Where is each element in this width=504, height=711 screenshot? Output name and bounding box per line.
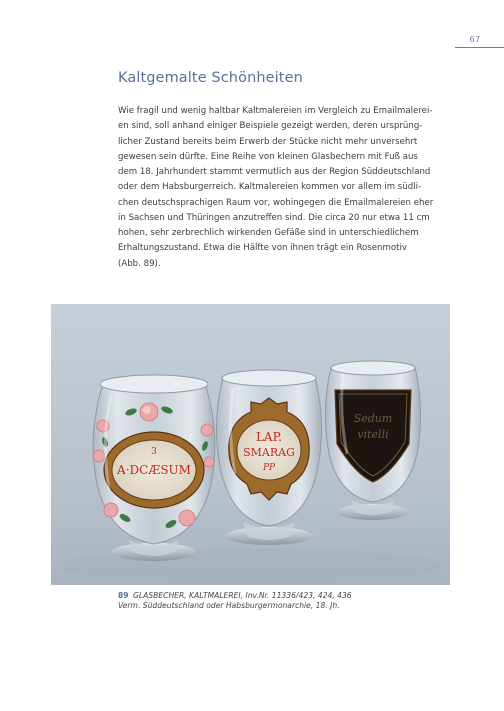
label-right-line1: Sedum: [353, 412, 393, 425]
body-line: gewesen sein dürfte. Eine Reihe von kleinen Glasbechern mit Fuß aus: [118, 151, 418, 162]
body-paragraph: [118, 104, 453, 272]
figure-number: 89: [118, 591, 129, 600]
label-left-mark: 3: [151, 447, 157, 457]
label-middle-line2: SMARAG: [243, 446, 295, 459]
body-line: in Sachsen und Thüringen anzutreffen sind. Die circa 20 nur etwa 11 cm: [118, 212, 430, 223]
glass-beakers-illustration: [51, 304, 450, 585]
page-number-rule: [455, 47, 504, 48]
page-number: 67: [469, 35, 481, 44]
caption-title: GLASBECHER, KALTMALEREI, Inv.Nr. 11336/423, 424, 436: [133, 591, 352, 600]
body-line: hohen, sehr zerbrechlich wirkenden Gefäße sind in unterschiedlichem: [118, 228, 419, 238]
label-left-line1: A·DCÆSUM: [117, 463, 191, 477]
label-right-line2: vitelli: [357, 428, 389, 441]
body-line: licher Zustand bereits beim Erwerb der Stücke nicht mehr unversehrt: [118, 136, 418, 147]
body-line: dem 18. Jahrhundert stammt vermutlich aus der Region Süddeutschland: [118, 167, 431, 177]
figure-photo-glass-beakers: [51, 304, 450, 585]
label-middle-line1: LAP.: [255, 430, 283, 444]
body-line: Wie fragil und wenig haltbar Kaltmalereien im Vergleich zu Emailmalerei-: [118, 106, 433, 116]
body-line: en sind, soll anhand einiger Beispiele gezeigt werden, deren ursprüng-: [118, 121, 423, 132]
caption-line-1: [118, 591, 453, 601]
body-line: (Abb. 89).: [118, 258, 161, 269]
body-line: chen deutschsprachigen Raum vor, wohingegen die Emailmalereien eher: [118, 197, 434, 208]
label-middle-line3: PP: [262, 463, 276, 473]
figure-caption: [118, 591, 453, 611]
body-line: oder dem Habsburgerreich. Kaltmalereien kommen vor allem im südli-: [118, 182, 422, 193]
section-heading: Kaltgemalte Schönheiten: [118, 70, 303, 86]
caption-line-2: Verm. Süddeutschland oder Habsburgermonarchie, 18. Jh.: [118, 601, 340, 610]
body-line: Erhaltungszustand. Etwa die Hälfte von ihnen trägt ein Rosenmotiv: [118, 243, 407, 254]
